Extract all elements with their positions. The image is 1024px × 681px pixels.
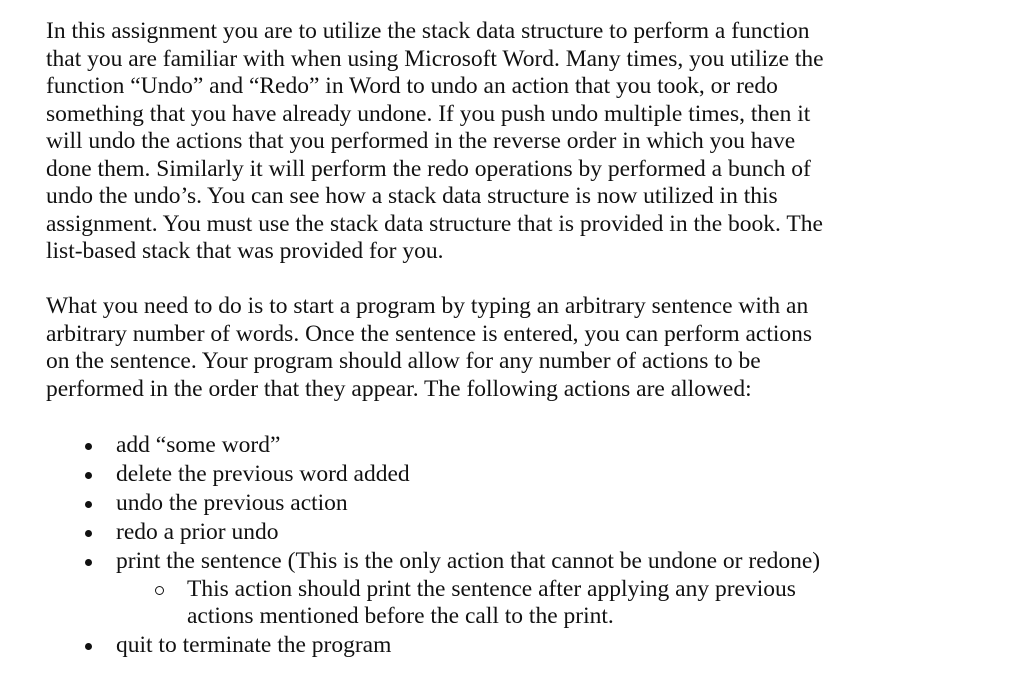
print-sublist xyxy=(116,576,896,631)
list-item-print xyxy=(46,547,896,631)
text-line: assignment. You must use the stack data structure that is provided in the book. The xyxy=(46,210,823,237)
text-line: on the sentence. Your program should allow for any number of actions to be xyxy=(46,348,761,374)
text-line: performed in the order that they appear. The following actions are allowed: xyxy=(46,375,752,402)
list-item-undo xyxy=(46,489,896,518)
text-line: list-based stack that was provided for you. xyxy=(46,238,444,264)
intro-paragraph xyxy=(46,18,896,266)
text-line: will undo the actions that you performed in the reverse order in which you have xyxy=(46,128,796,154)
text-line: done them. Similarly it will perform the redo operations by performed a bunch of xyxy=(46,155,811,182)
list-item-quit xyxy=(46,631,896,660)
instructions-paragraph xyxy=(46,293,896,403)
list-item-text: quit to terminate the program xyxy=(116,631,392,658)
text-line: In this assignment you are to utilize the stack data structure to perform a function xyxy=(46,18,810,44)
paragraph-spacer xyxy=(46,403,896,431)
list-item-add xyxy=(46,431,896,460)
text-line: undo the undo’s. You can see how a stack data structure is now utilized in this xyxy=(46,183,778,209)
text-line: What you need to do is to start a program by typing an arbitrary sentence with an xyxy=(46,293,809,319)
list-item-redo xyxy=(46,518,896,547)
text-line: function “Undo” and “Redo” in Word to undo an action that you took, or redo xyxy=(46,73,778,99)
list-item-text: add “some word” xyxy=(116,431,281,458)
sublist-item-text xyxy=(187,576,896,631)
text-line: actions mentioned before the call to the print. xyxy=(187,603,614,629)
paragraph-spacer xyxy=(46,266,896,294)
list-item-text: redo a prior undo xyxy=(116,518,279,545)
document-page xyxy=(46,18,896,660)
list-item-delete xyxy=(46,460,896,489)
sublist-item-print-note xyxy=(46,576,896,631)
text-line: something that you have already undone. If you push undo multiple times, then it xyxy=(46,100,811,127)
list-item-text: undo the previous action xyxy=(116,489,348,516)
list-item-text: print the sentence (This is the only action that cannot be undone or redone) xyxy=(116,547,821,574)
text-line: This action should print the sentence after applying any previous xyxy=(187,575,796,602)
list-item-text: delete the previous word added xyxy=(116,460,410,487)
text-line: arbitrary number of words. Once the sentence is entered, you can perform actions xyxy=(46,320,813,347)
text-line: that you are familiar with when using Microsoft Word. Many times, you utilize the xyxy=(46,45,824,72)
actions-list xyxy=(46,431,896,660)
